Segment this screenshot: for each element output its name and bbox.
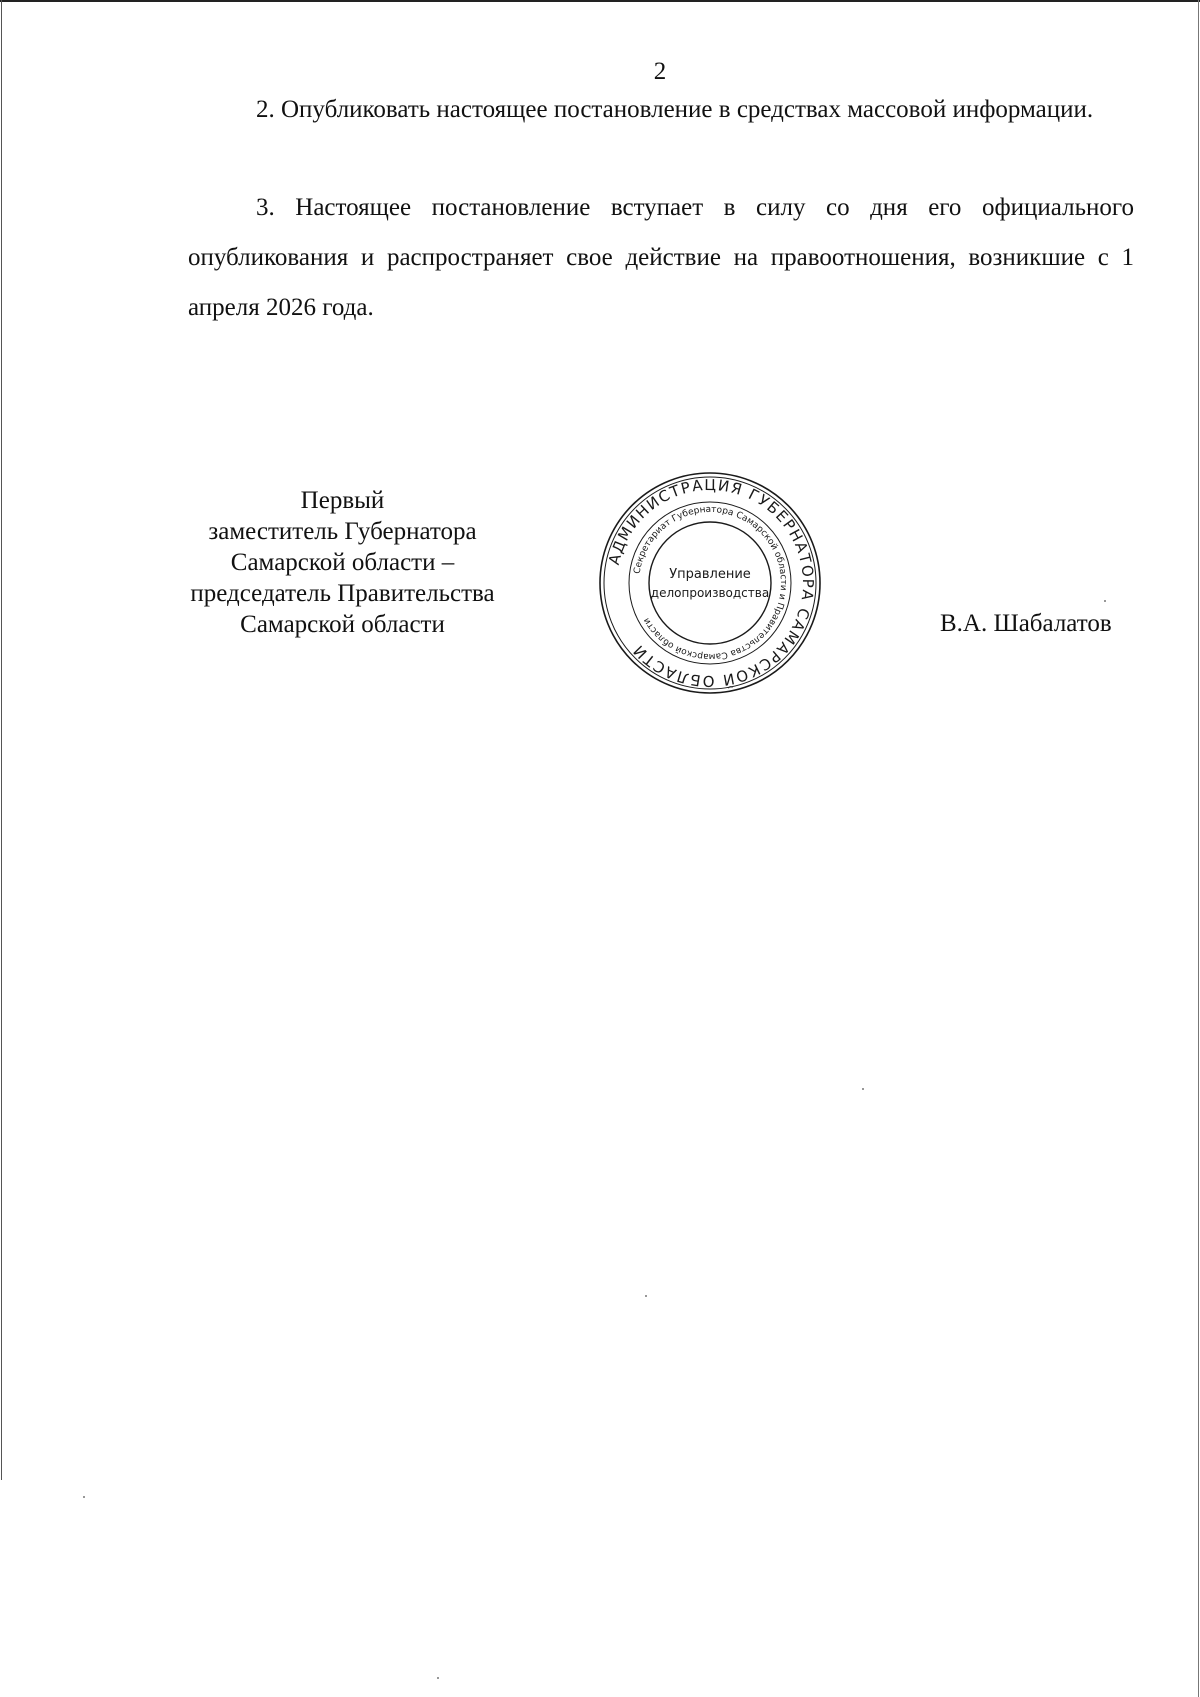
- paragraph-effective-date: 3. Настоящее постановление вступает в силу со дня его официального опубликования и распространяет свое действие на правоотношения, возникшие с 1 апреля 2026 года.: [188, 194, 1134, 321]
- scan-speck: [645, 1295, 647, 1297]
- signer-position-line: заместитель Губернатора: [208, 518, 477, 545]
- stamp-center-line: Управление: [669, 567, 751, 582]
- signer-position-line: председатель Правительства: [190, 580, 495, 607]
- scan-speck: [437, 1677, 439, 1679]
- signer-position-line: Самарской области –: [230, 549, 455, 576]
- svg-text:Секретариат Губернатора Самарс: [633, 505, 788, 661]
- scan-speck: [862, 1088, 864, 1090]
- signer-position-line: Первый: [300, 487, 385, 514]
- stamp-outer-text: АДМИНИСТРАЦИЯ ГУБЕРНАТОРА САМАРСКОЙ ОБЛАСТИ: [604, 475, 818, 691]
- page-top-edge: [0, 0, 1200, 2]
- scan-speck: [83, 1496, 85, 1498]
- page-left-edge: [1, 0, 2, 1480]
- stamp-inner-text: Секретариат Губернатора Самарской области и Правительства Самарской области: [632, 504, 789, 662]
- page-number: 2: [653, 58, 667, 85]
- page-right-edge: [1198, 0, 1199, 1697]
- official-stamp: [597, 470, 823, 696]
- paragraph-publish: 2. Опубликовать настоящее постановление в средствах массовой информации.: [256, 96, 1094, 123]
- signer-position-line: Самарской области: [240, 611, 445, 638]
- scan-speck: [1104, 600, 1106, 602]
- signer-position: [160, 485, 525, 640]
- stamp-center-line: делопроизводства: [650, 586, 770, 600]
- signer-name: В.А. Шабалатов: [940, 610, 1112, 637]
